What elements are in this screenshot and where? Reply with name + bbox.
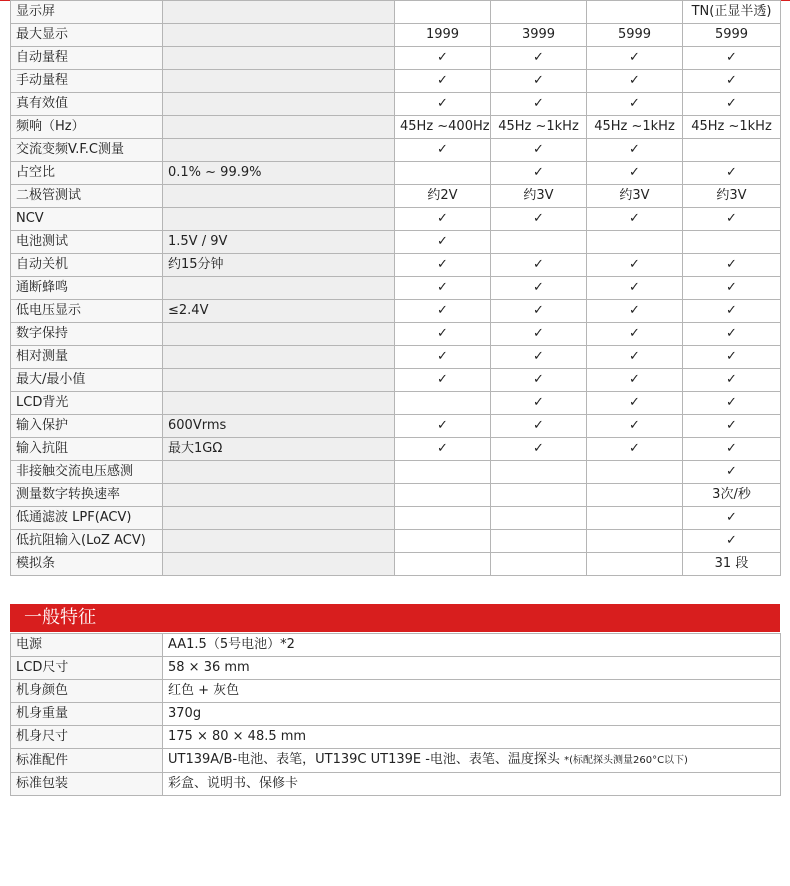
check-mark-icon: ✓ (683, 507, 781, 530)
spec-row (11, 116, 781, 139)
general-features-table (10, 633, 781, 796)
spec-note: 约15分钟 (163, 254, 395, 277)
spec-value (491, 484, 587, 507)
general-row (11, 726, 781, 749)
spec-note (163, 392, 395, 415)
spec-label: 自动关机 (11, 254, 163, 277)
check-mark-icon: ✓ (683, 346, 781, 369)
spec-value (587, 484, 683, 507)
check-mark-icon: ✓ (683, 461, 781, 484)
spec-label: 最大/最小值 (11, 369, 163, 392)
spec-label: 显示屏 (11, 1, 163, 24)
general-value-cell (163, 749, 781, 773)
check-mark-icon: ✓ (395, 93, 491, 116)
spec-value: 约3V (683, 185, 781, 208)
spec-label: 低通滤波 LPF(ACV) (11, 507, 163, 530)
general-label: 标准配件 (11, 749, 163, 773)
check-mark-icon: ✓ (491, 93, 587, 116)
spec-value: 45Hz ~1kHz (683, 116, 781, 139)
general-value-cell (163, 634, 781, 657)
spec-row (11, 461, 781, 484)
spec-row (11, 438, 781, 461)
general-value-cell (163, 680, 781, 703)
check-mark-icon: ✓ (491, 346, 587, 369)
check-mark-icon: ✓ (683, 415, 781, 438)
check-mark-icon: ✓ (683, 300, 781, 323)
check-mark-icon: ✓ (395, 70, 491, 93)
check-mark-icon: ✓ (587, 47, 683, 70)
check-mark-icon: ✓ (395, 369, 491, 392)
general-label: 机身尺寸 (11, 726, 163, 749)
general-value-cell (163, 657, 781, 680)
spec-note (163, 1, 395, 24)
spec-value: 3999 (491, 24, 587, 47)
spec-note (163, 553, 395, 576)
section-title: 一般特征 (24, 607, 96, 628)
spec-comparison-table (10, 0, 781, 576)
spec-row (11, 369, 781, 392)
spec-label: 输入保护 (11, 415, 163, 438)
spec-note: 0.1% ~ 99.9% (163, 162, 395, 185)
spec-value (587, 231, 683, 254)
spec-label: LCD背光 (11, 392, 163, 415)
spec-row (11, 185, 781, 208)
spec-value: 45Hz ~400Hz (395, 116, 491, 139)
spec-note (163, 93, 395, 116)
spec-row (11, 323, 781, 346)
spec-value (395, 530, 491, 553)
spec-label: 低电压显示 (11, 300, 163, 323)
check-mark-icon: ✓ (395, 438, 491, 461)
spec-value (395, 507, 491, 530)
spec-row (11, 300, 781, 323)
spec-value (395, 1, 491, 24)
general-value: 红色 + 灰色 (168, 683, 240, 698)
spec-row (11, 70, 781, 93)
spec-value (395, 461, 491, 484)
check-mark-icon: ✓ (587, 139, 683, 162)
check-mark-icon: ✓ (587, 93, 683, 116)
spec-note (163, 24, 395, 47)
spec-note (163, 277, 395, 300)
general-value: 58 × 36 mm (168, 660, 250, 675)
check-mark-icon: ✓ (683, 254, 781, 277)
spec-note: 600Vrms (163, 415, 395, 438)
check-mark-icon: ✓ (491, 162, 587, 185)
general-value: 175 × 80 × 48.5 mm (168, 729, 307, 744)
check-mark-icon: ✓ (683, 47, 781, 70)
spec-value (395, 392, 491, 415)
spec-label: 低抗阻输入(LoZ ACV) (11, 530, 163, 553)
spec-row (11, 93, 781, 116)
check-mark-icon: ✓ (587, 415, 683, 438)
spec-label: 最大显示 (11, 24, 163, 47)
spec-row (11, 231, 781, 254)
spec-note (163, 185, 395, 208)
general-row (11, 703, 781, 726)
spec-value (491, 530, 587, 553)
check-mark-icon: ✓ (491, 300, 587, 323)
check-mark-icon: ✓ (491, 392, 587, 415)
spec-note: 最大1GΩ (163, 438, 395, 461)
general-value-cell (163, 703, 781, 726)
spec-note (163, 346, 395, 369)
spec-value: 1999 (395, 24, 491, 47)
check-mark-icon: ✓ (683, 323, 781, 346)
spec-note (163, 139, 395, 162)
general-features-header (10, 604, 780, 632)
spec-value (683, 139, 781, 162)
general-value-cell (163, 773, 781, 796)
spec-value (395, 553, 491, 576)
check-mark-icon: ✓ (395, 254, 491, 277)
spec-row (11, 346, 781, 369)
spec-row (11, 277, 781, 300)
check-mark-icon: ✓ (683, 93, 781, 116)
spec-row (11, 484, 781, 507)
general-value-footnote: *(标配探头测量260°C以下) (564, 755, 688, 766)
check-mark-icon: ✓ (683, 208, 781, 231)
check-mark-icon: ✓ (491, 415, 587, 438)
check-mark-icon: ✓ (683, 369, 781, 392)
spec-value: 5999 (683, 24, 781, 47)
check-mark-icon: ✓ (587, 438, 683, 461)
check-mark-icon: ✓ (395, 323, 491, 346)
spec-label: 手动量程 (11, 70, 163, 93)
spec-label: 相对测量 (11, 346, 163, 369)
spec-value: 约3V (491, 185, 587, 208)
spec-row (11, 507, 781, 530)
spec-row (11, 1, 781, 24)
check-mark-icon: ✓ (491, 369, 587, 392)
check-mark-icon: ✓ (491, 254, 587, 277)
check-mark-icon: ✓ (683, 70, 781, 93)
check-mark-icon: ✓ (587, 70, 683, 93)
spec-value: 45Hz ~1kHz (587, 116, 683, 139)
general-row (11, 773, 781, 796)
spec-value (395, 484, 491, 507)
check-mark-icon: ✓ (491, 323, 587, 346)
spec-note (163, 507, 395, 530)
general-row (11, 749, 781, 773)
check-mark-icon: ✓ (395, 300, 491, 323)
spec-note (163, 208, 395, 231)
general-label: 机身重量 (11, 703, 163, 726)
spec-row (11, 553, 781, 576)
check-mark-icon: ✓ (683, 392, 781, 415)
spec-label: 交流变频V.F.C测量 (11, 139, 163, 162)
spec-value (683, 231, 781, 254)
check-mark-icon: ✓ (587, 300, 683, 323)
spec-note: ≤2.4V (163, 300, 395, 323)
general-label: LCD尺寸 (11, 657, 163, 680)
check-mark-icon: ✓ (395, 346, 491, 369)
spec-label: 输入抗阻 (11, 438, 163, 461)
check-mark-icon: ✓ (491, 277, 587, 300)
spec-note (163, 369, 395, 392)
check-mark-icon: ✓ (683, 277, 781, 300)
general-row (11, 680, 781, 703)
spec-value (491, 553, 587, 576)
general-value: 370g (168, 706, 202, 721)
spec-value (395, 162, 491, 185)
check-mark-icon: ✓ (587, 277, 683, 300)
check-mark-icon: ✓ (395, 231, 491, 254)
general-row (11, 657, 781, 680)
check-mark-icon: ✓ (491, 47, 587, 70)
check-mark-icon: ✓ (587, 323, 683, 346)
general-label: 电源 (11, 634, 163, 657)
general-label: 标准包装 (11, 773, 163, 796)
spec-label: 二极管测试 (11, 185, 163, 208)
spec-note (163, 461, 395, 484)
check-mark-icon: ✓ (683, 438, 781, 461)
spec-row (11, 47, 781, 70)
check-mark-icon: ✓ (683, 162, 781, 185)
spec-value (491, 231, 587, 254)
spec-value: 31 段 (683, 553, 781, 576)
spec-row (11, 139, 781, 162)
spec-label: 自动量程 (11, 47, 163, 70)
spec-note (163, 323, 395, 346)
check-mark-icon: ✓ (491, 208, 587, 231)
check-mark-icon: ✓ (395, 47, 491, 70)
spec-value (587, 553, 683, 576)
spec-value (587, 461, 683, 484)
spec-row (11, 24, 781, 47)
general-value: AA1.5（5号电池）*2 (168, 637, 295, 652)
spec-value: 3次/秒 (683, 484, 781, 507)
spec-label: 电池测试 (11, 231, 163, 254)
check-mark-icon: ✓ (491, 70, 587, 93)
spec-row (11, 415, 781, 438)
spec-value (491, 507, 587, 530)
general-value: UT139A/B-电池、表笔，UT139C UT139E -电池、表笔、温度探头 (168, 752, 560, 767)
spec-label: 频响（Hz） (11, 116, 163, 139)
spec-value (587, 530, 683, 553)
spec-label: 模拟条 (11, 553, 163, 576)
spec-row (11, 254, 781, 277)
spec-value (491, 461, 587, 484)
spec-value: 约2V (395, 185, 491, 208)
spec-value: 约3V (587, 185, 683, 208)
general-label: 机身颜色 (11, 680, 163, 703)
check-mark-icon: ✓ (395, 139, 491, 162)
spec-row (11, 530, 781, 553)
spec-note (163, 530, 395, 553)
spec-note (163, 70, 395, 93)
spec-note (163, 47, 395, 70)
check-mark-icon: ✓ (395, 277, 491, 300)
spec-label: 真有效值 (11, 93, 163, 116)
general-row (11, 634, 781, 657)
general-value: 彩盒、说明书、保修卡 (168, 776, 299, 791)
check-mark-icon: ✓ (491, 139, 587, 162)
check-mark-icon: ✓ (587, 369, 683, 392)
spec-note (163, 484, 395, 507)
spec-row (11, 392, 781, 415)
general-value-cell (163, 726, 781, 749)
check-mark-icon: ✓ (587, 162, 683, 185)
spec-label: 测量数字转换速率 (11, 484, 163, 507)
spec-value (587, 507, 683, 530)
spec-label: NCV (11, 208, 163, 231)
spec-row (11, 162, 781, 185)
check-mark-icon: ✓ (683, 530, 781, 553)
spec-label: 通断蜂鸣 (11, 277, 163, 300)
spec-note: 1.5V / 9V (163, 231, 395, 254)
check-mark-icon: ✓ (587, 346, 683, 369)
check-mark-icon: ✓ (587, 254, 683, 277)
spec-value: 45Hz ~1kHz (491, 116, 587, 139)
check-mark-icon: ✓ (587, 392, 683, 415)
spec-label: 非接触交流电压感测 (11, 461, 163, 484)
spec-value (587, 1, 683, 24)
spec-value: TN(正显半透) (683, 1, 781, 24)
spec-label: 占空比 (11, 162, 163, 185)
check-mark-icon: ✓ (587, 208, 683, 231)
spec-label: 数字保持 (11, 323, 163, 346)
check-mark-icon: ✓ (395, 208, 491, 231)
spec-row (11, 208, 781, 231)
spec-value: 5999 (587, 24, 683, 47)
spec-note (163, 116, 395, 139)
check-mark-icon: ✓ (395, 415, 491, 438)
spec-value (491, 1, 587, 24)
check-mark-icon: ✓ (491, 438, 587, 461)
